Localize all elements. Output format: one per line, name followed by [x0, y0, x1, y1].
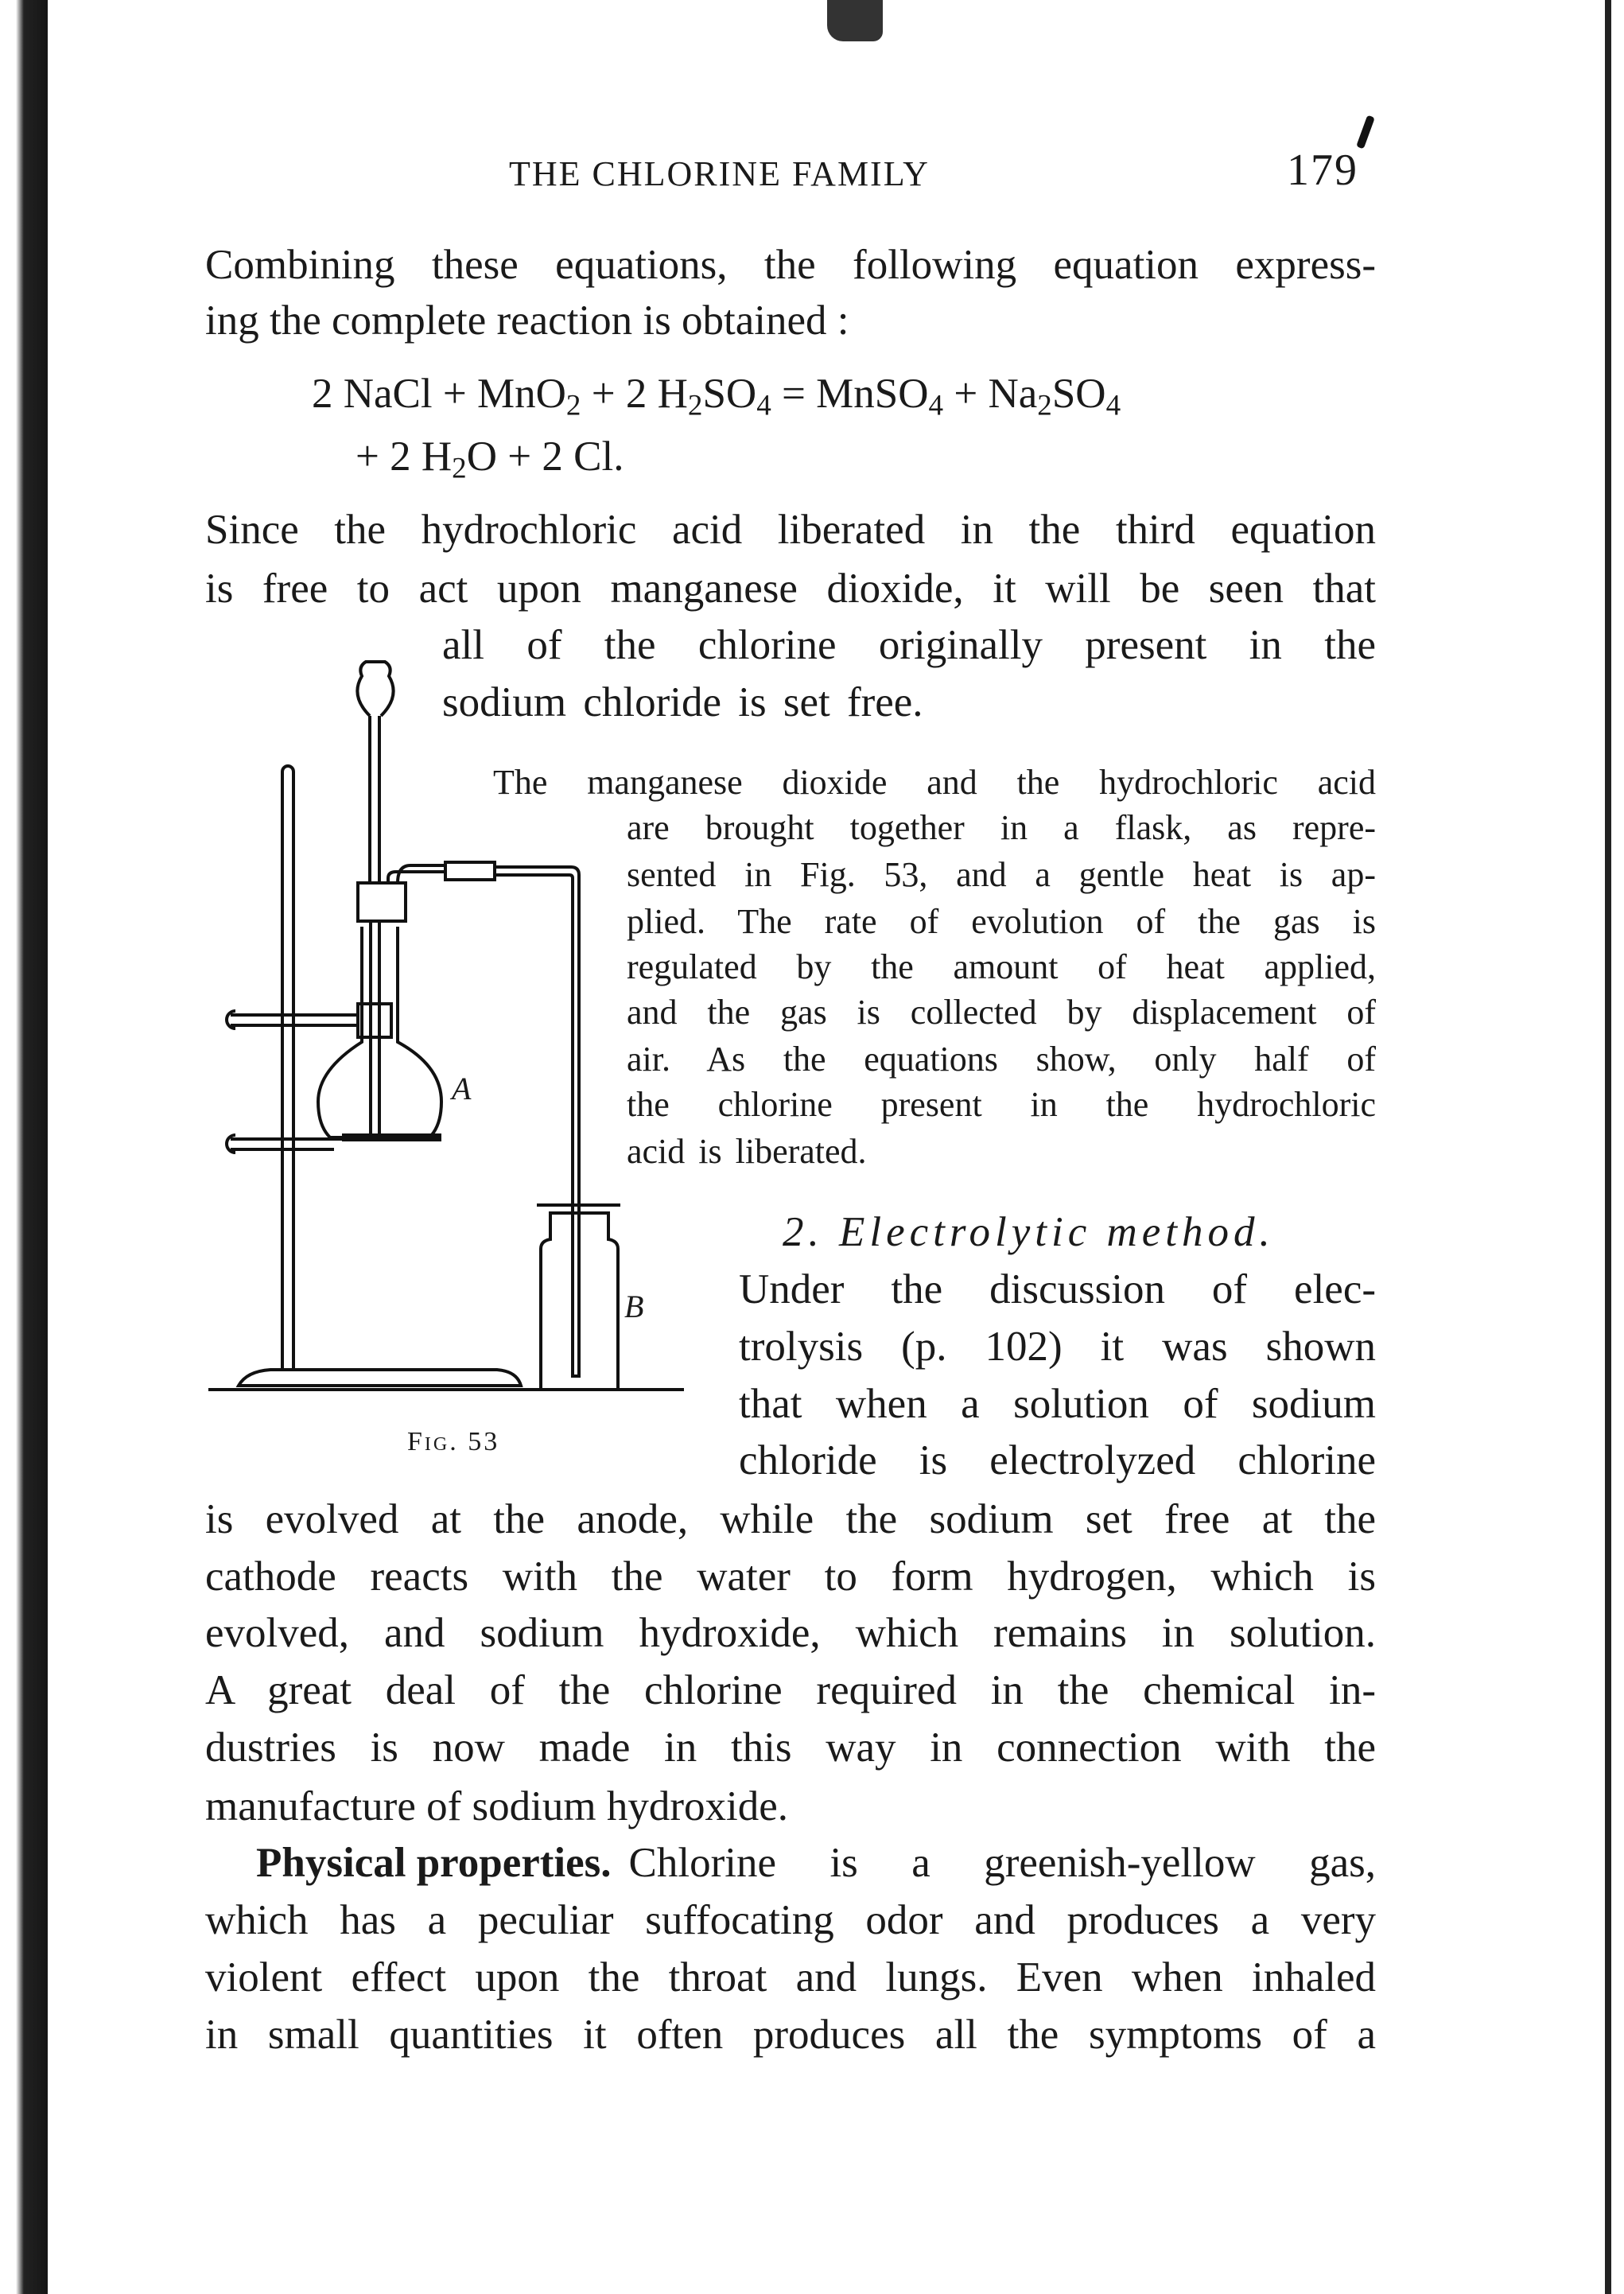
section-heading-electrolytic: 2. Electrolytic method.: [783, 1209, 1275, 1255]
equation-term: O + 2 Cl.: [466, 434, 624, 480]
figure-caption: Fig. 53: [407, 1427, 500, 1456]
text-line: dustries is now made in this way in connection with the: [205, 1724, 1376, 1771]
text-line: A great deal of the chlorine required in the chemical in-: [205, 1667, 1376, 1713]
delivery-tube: [495, 867, 579, 1376]
equation-subscript: 2: [452, 452, 467, 485]
text-line: is evolved at the anode, while the sodium set free at the: [205, 1496, 1376, 1542]
text-line: violent effect upon the throat and lungs. Even when inhaled: [205, 1954, 1376, 2000]
text-line: sodium chloride is set free.: [442, 679, 923, 725]
running-title: THE CHLORINE FAMILY: [509, 154, 930, 193]
text-line: evolved, and sodium hydroxide, which remains in solution.: [205, 1610, 1376, 1656]
text-line: chloride is electrolyzed chlorine: [739, 1437, 1376, 1483]
rubber-connector: [445, 862, 495, 880]
equation-term: 2 NaCl + MnO: [312, 371, 566, 417]
equation-subscript: 4: [756, 389, 771, 422]
figure-label-a: A: [452, 1071, 472, 1106]
text-line: manufacture of sodium hydroxide.: [205, 1783, 788, 1829]
equation-subscript: 4: [1105, 389, 1121, 422]
equation-subscript: 2: [687, 389, 703, 422]
stand-rod: [282, 766, 293, 1368]
text-line: trolysis (p. 102) it was shown: [739, 1324, 1376, 1370]
equation-term: = MnSO: [771, 371, 929, 417]
text-line: all of the chlorine originally present in the: [442, 622, 1376, 668]
figure-label-b: B: [624, 1289, 644, 1324]
text-line: Combining these equations, the following equation express-: [205, 242, 1376, 288]
stopper: [358, 883, 406, 921]
page-number: 179: [1287, 146, 1358, 195]
text-line: acid is liberated.: [627, 1132, 867, 1171]
equation-subscript: 4: [928, 389, 944, 422]
equation-term: + 2 H: [581, 371, 688, 417]
equation-subscript: 2: [565, 389, 581, 422]
text-line: that when a solution of sodium: [739, 1381, 1376, 1427]
text-span: Chlorine is a greenish-yellow gas,: [628, 1840, 1376, 1886]
equation-term: + Na: [943, 371, 1038, 417]
equation-subscript: 2: [1037, 389, 1052, 422]
section-heading-physical-properties: Physical properties.: [256, 1840, 612, 1886]
text-line: sented in Fig. 53, and a gentle heat is ap-: [627, 855, 1376, 894]
text-line: Since the hydrochloric acid liberated in the third equation: [205, 507, 1376, 553]
equation-term: + 2 H: [355, 434, 453, 480]
equation-term: SO: [702, 371, 757, 417]
text-line: in small quantities it often produces all the symptoms of a: [205, 2012, 1376, 2058]
text-line: is free to act upon manganese dioxide, it will be seen that: [205, 566, 1376, 612]
equation-term: SO: [1051, 371, 1106, 417]
text-line: ing the complete reaction is obtained :: [205, 297, 849, 344]
text-line: are brought together in a flask, as repre-: [627, 808, 1376, 847]
text-line: which has a peculiar suffocating odor and produces a very: [205, 1897, 1376, 1943]
text-line: [256, 1838, 1376, 1888]
text-line: plied. The rate of evolution of the gas is: [627, 902, 1376, 941]
text-line: the chlorine present in the hydrochloric: [627, 1085, 1376, 1124]
text-line: air. As the equations show, only half of: [627, 1040, 1376, 1079]
text-line: regulated by the amount of heat applied,: [627, 947, 1376, 986]
stand-base: [239, 1370, 521, 1386]
text-line: and the gas is collected by displacement of: [627, 993, 1376, 1032]
text-line: The manganese dioxide and the hydrochloric acid: [493, 763, 1376, 802]
text-line: Under the discussion of elec-: [739, 1266, 1376, 1312]
text-line: cathode reacts with the water to form hydrogen, which is: [205, 1553, 1376, 1600]
thistle-funnel: [357, 662, 393, 883]
